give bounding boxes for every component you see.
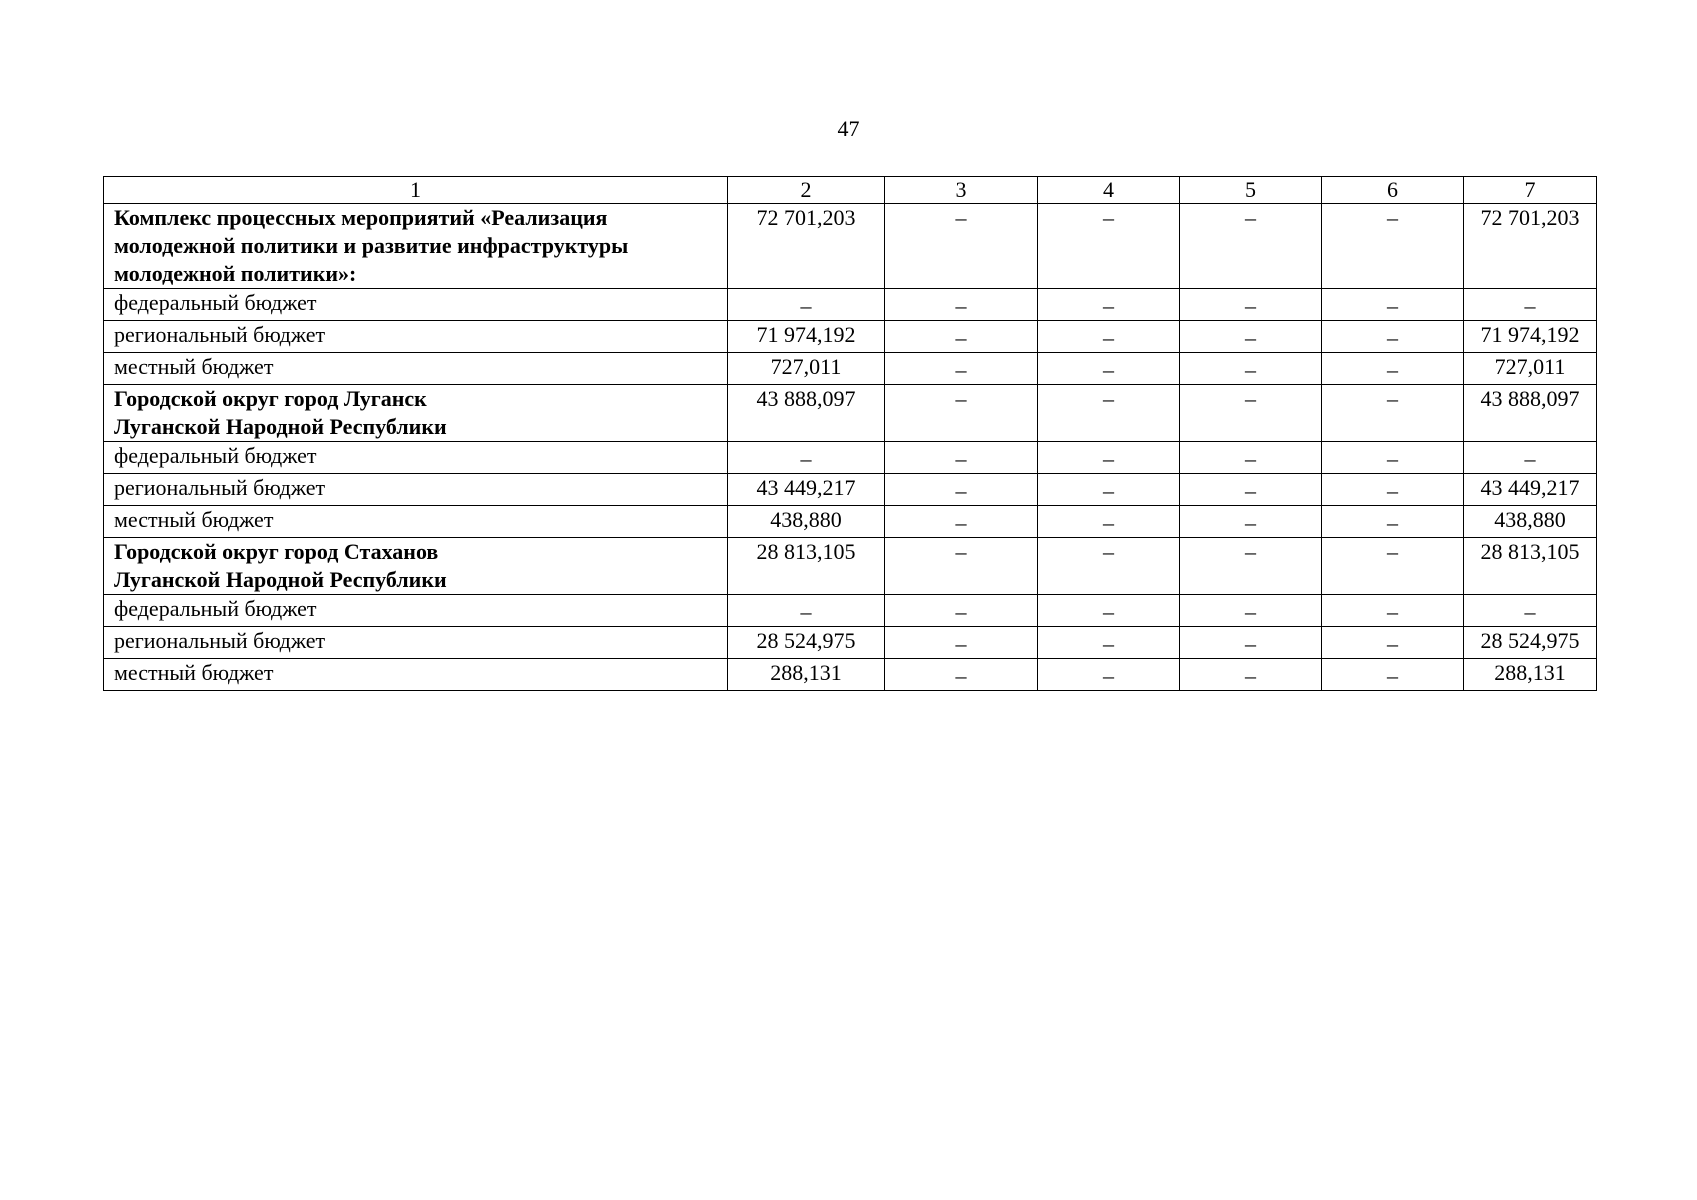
value-cell: – [1180, 627, 1322, 659]
table-row [104, 289, 1597, 321]
value-cell: 28 813,105 [728, 538, 885, 595]
row-label: местный бюджет [104, 353, 728, 385]
value-cell: – [1038, 204, 1180, 289]
value-cell: – [1180, 659, 1322, 691]
value-cell: – [1322, 506, 1464, 538]
value-cell: 727,011 [1464, 353, 1597, 385]
value-cell: – [885, 353, 1038, 385]
row-label-line: Городской округ город Луганск [114, 386, 427, 411]
value-cell: – [1180, 442, 1322, 474]
table-row [104, 204, 1597, 289]
value-cell: – [1464, 442, 1597, 474]
value-cell: – [1180, 474, 1322, 506]
table-row [104, 385, 1597, 442]
table-row [104, 538, 1597, 595]
value-cell: 43 449,217 [1464, 474, 1597, 506]
table-row [104, 442, 1597, 474]
value-cell: 43 888,097 [728, 385, 885, 442]
value-cell: – [885, 538, 1038, 595]
value-cell: – [1038, 506, 1180, 538]
value-cell: – [885, 506, 1038, 538]
value-cell: – [1180, 321, 1322, 353]
table-row [104, 321, 1597, 353]
row-label: региональный бюджет [104, 474, 728, 506]
value-cell: 43 888,097 [1464, 385, 1597, 442]
value-cell: – [1038, 595, 1180, 627]
value-cell: 43 449,217 [728, 474, 885, 506]
row-label: региональный бюджет [104, 321, 728, 353]
row-label-line: Луганской Народной Республики [114, 567, 447, 592]
value-cell: 438,880 [728, 506, 885, 538]
row-label [104, 538, 728, 595]
value-cell: – [1038, 385, 1180, 442]
value-cell: – [885, 385, 1038, 442]
value-cell: – [1322, 385, 1464, 442]
value-cell: – [1322, 595, 1464, 627]
value-cell: – [885, 321, 1038, 353]
value-cell: 288,131 [1464, 659, 1597, 691]
table-row [104, 627, 1597, 659]
row-label-line: Городской округ город Стаханов [114, 539, 439, 564]
header-row [104, 177, 1597, 204]
value-cell: – [1322, 442, 1464, 474]
row-label: федеральный бюджет [104, 442, 728, 474]
value-cell: – [1180, 595, 1322, 627]
header-cell: 4 [1038, 177, 1180, 204]
header-cell: 7 [1464, 177, 1597, 204]
value-cell: 727,011 [728, 353, 885, 385]
budget-table [103, 176, 1597, 691]
value-cell: – [1038, 289, 1180, 321]
table-row [104, 353, 1597, 385]
value-cell: 72 701,203 [1464, 204, 1597, 289]
page-number: 47 [837, 116, 860, 141]
table-row [104, 506, 1597, 538]
value-cell: – [885, 442, 1038, 474]
value-cell: – [1038, 538, 1180, 595]
value-cell: – [1322, 204, 1464, 289]
value-cell: – [1322, 627, 1464, 659]
value-cell: – [1180, 289, 1322, 321]
header-cell: 2 [728, 177, 885, 204]
header-cell: 6 [1322, 177, 1464, 204]
value-cell: – [1038, 474, 1180, 506]
value-cell: – [1464, 289, 1597, 321]
value-cell: 71 974,192 [1464, 321, 1597, 353]
value-cell: – [1322, 659, 1464, 691]
value-cell: – [885, 659, 1038, 691]
value-cell: – [1180, 506, 1322, 538]
value-cell: – [1180, 385, 1322, 442]
value-cell: 288,131 [728, 659, 885, 691]
row-label: региональный бюджет [104, 627, 728, 659]
value-cell: – [885, 204, 1038, 289]
value-cell: 28 524,975 [728, 627, 885, 659]
value-cell: – [1180, 353, 1322, 385]
header-cell: 1 [104, 177, 728, 204]
value-cell: – [1180, 204, 1322, 289]
row-label: местный бюджет [104, 659, 728, 691]
value-cell: – [1038, 353, 1180, 385]
row-label: федеральный бюджет [104, 595, 728, 627]
value-cell: – [1038, 627, 1180, 659]
value-cell: – [1322, 538, 1464, 595]
value-cell: – [1038, 442, 1180, 474]
value-cell: – [728, 442, 885, 474]
value-cell: – [1322, 353, 1464, 385]
value-cell: – [728, 595, 885, 627]
row-label: местный бюджет [104, 506, 728, 538]
value-cell: – [885, 595, 1038, 627]
value-cell: – [1180, 538, 1322, 595]
value-cell: – [1322, 474, 1464, 506]
table-row [104, 595, 1597, 627]
table-row [104, 474, 1597, 506]
value-cell: – [728, 289, 885, 321]
value-cell: – [885, 627, 1038, 659]
value-cell: – [885, 289, 1038, 321]
value-cell: – [1038, 659, 1180, 691]
row-label [104, 385, 728, 442]
value-cell: 71 974,192 [728, 321, 885, 353]
row-label-line: Луганской Народной Республики [114, 414, 447, 439]
value-cell: 28 524,975 [1464, 627, 1597, 659]
header-cell: 3 [885, 177, 1038, 204]
row-label: федеральный бюджет [104, 289, 728, 321]
value-cell: – [1322, 321, 1464, 353]
table-row [104, 659, 1597, 691]
value-cell: – [1322, 289, 1464, 321]
value-cell: 438,880 [1464, 506, 1597, 538]
value-cell: – [885, 474, 1038, 506]
value-cell: – [1038, 321, 1180, 353]
value-cell: 72 701,203 [728, 204, 885, 289]
header-cell: 5 [1180, 177, 1322, 204]
value-cell: 28 813,105 [1464, 538, 1597, 595]
row-label: Комплекс процессных мероприятий «Реализация молодежной политики и развитие инфраструктуры молодежной политики»: [104, 204, 728, 289]
value-cell: – [1464, 595, 1597, 627]
